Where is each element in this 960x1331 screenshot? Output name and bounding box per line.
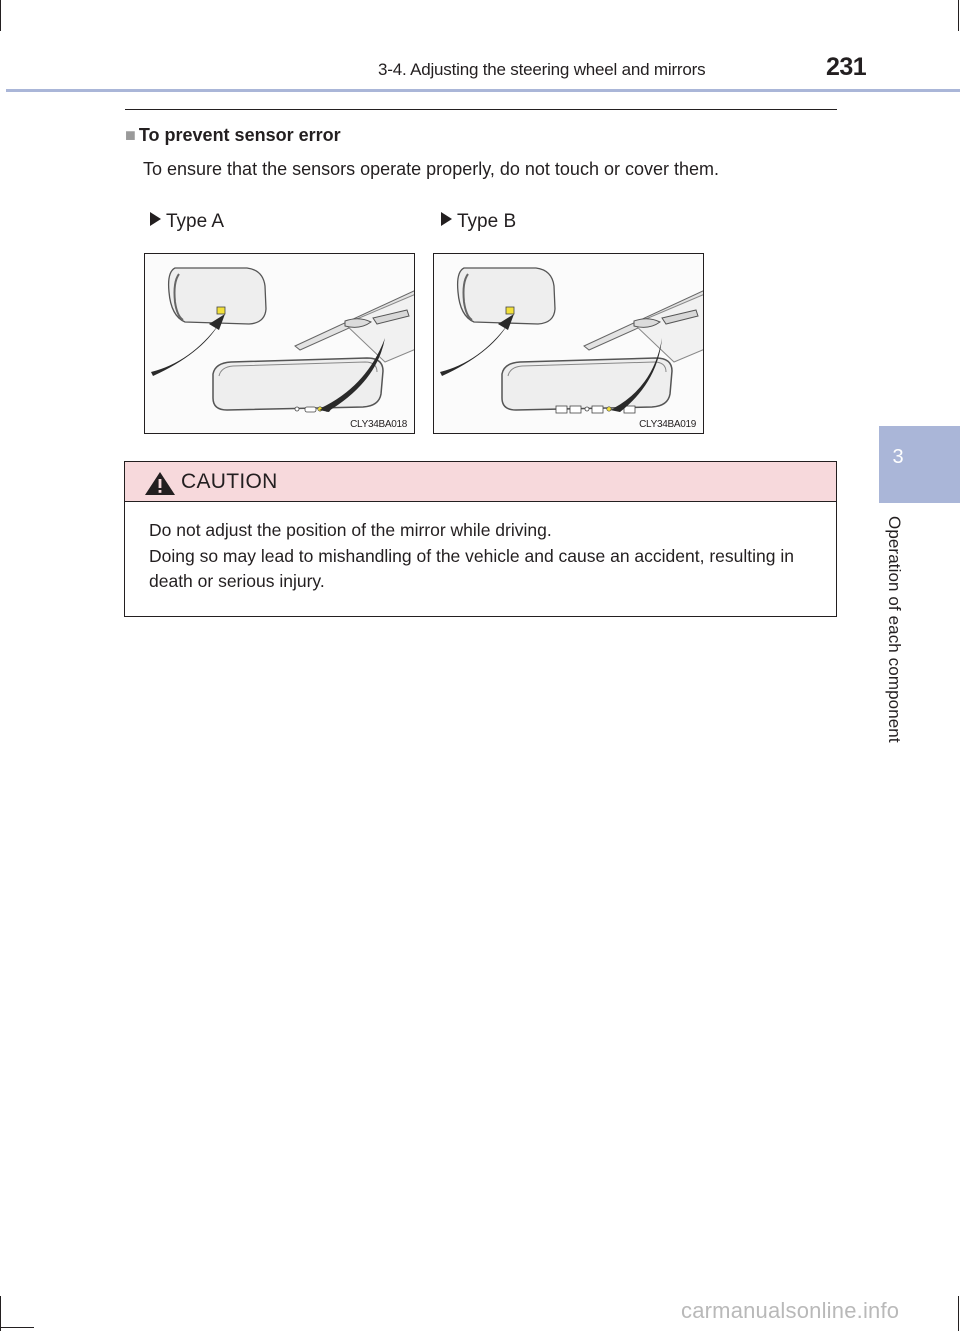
running-header-title: 3-4. Adjusting the steering wheel and mirrors — [378, 60, 706, 79]
figure-label-type-a — [150, 211, 224, 233]
figure-type-a — [144, 253, 415, 434]
triangle-pointer-icon — [441, 212, 452, 226]
chapter-title: Operation of each component — [885, 516, 904, 743]
chapter-tab — [879, 426, 960, 503]
square-bullet-icon: ■ — [125, 125, 136, 145]
caution-title: CAUTION — [181, 470, 278, 493]
crop-mark — [0, 1327, 34, 1328]
caution-line: Doing so may lead to mishandling of the vehicle and cause an accident, resulting in — [149, 545, 794, 566]
chapter-number: 3 — [892, 446, 904, 468]
caution-box — [124, 461, 837, 617]
section-rule — [125, 109, 837, 110]
figure-code: CLY34BA018 — [350, 419, 407, 430]
watermark: carmanualsonline.info — [681, 1298, 900, 1323]
mirror-illustration-type-b — [434, 254, 704, 434]
warning-triangle-icon — [144, 471, 176, 496]
crop-mark — [958, 0, 959, 31]
crop-mark — [0, 1296, 1, 1331]
figure-label-text: Type A — [166, 211, 225, 232]
caution-body — [149, 518, 829, 595]
section-heading-text: To prevent sensor error — [138, 125, 341, 145]
crop-mark — [0, 0, 1, 31]
figure-label-text: Type B — [457, 211, 517, 232]
caution-line: Do not adjust the position of the mirror while driving. — [149, 520, 552, 540]
page-number: 231 — [826, 53, 867, 81]
section-body-text: To ensure that the sensors operate properly, do not touch or cover them. — [143, 159, 719, 179]
section-heading — [125, 125, 341, 146]
caution-header — [125, 462, 836, 502]
figure-type-b — [433, 253, 704, 434]
figure-label-type-b — [441, 211, 516, 233]
crop-mark — [958, 1296, 959, 1331]
mirror-illustration-type-a — [145, 254, 415, 434]
figure-code: CLY34BA019 — [639, 419, 696, 430]
caution-line: death or serious injury. — [149, 571, 325, 591]
triangle-pointer-icon — [150, 212, 161, 226]
header-rule — [6, 89, 960, 92]
